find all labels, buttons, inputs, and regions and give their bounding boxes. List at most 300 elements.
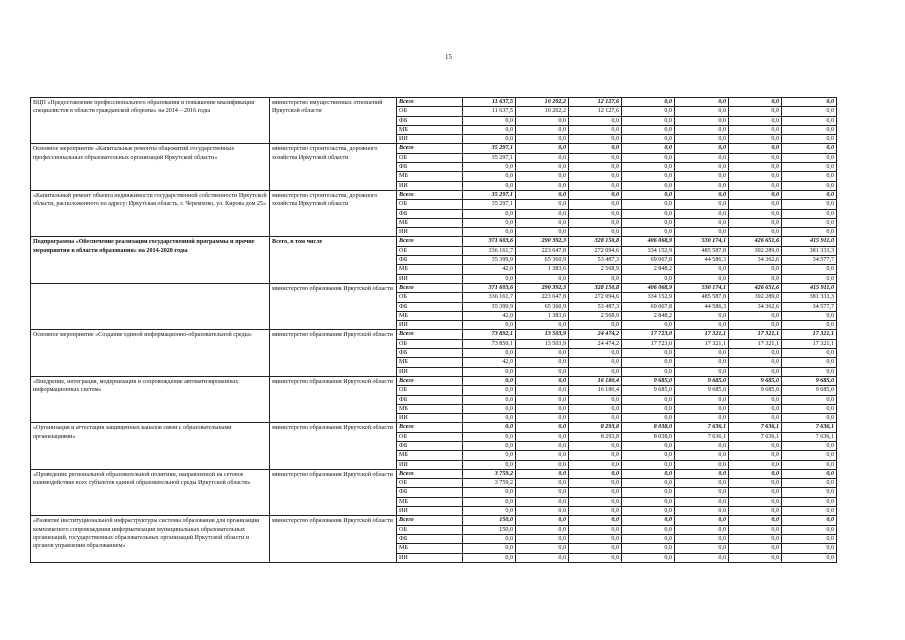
amount-cell: 0,0 bbox=[569, 451, 622, 460]
amount-cell: 0,0 bbox=[622, 200, 675, 209]
amount-cell: 0,0 bbox=[569, 469, 622, 478]
amount-cell: 0,0 bbox=[622, 516, 675, 525]
amount-cell: 0,0 bbox=[463, 274, 516, 283]
amount-cell: 0,0 bbox=[675, 441, 729, 450]
amount-cell: 0,0 bbox=[675, 265, 729, 274]
funding-source: Всего bbox=[397, 98, 463, 107]
funding-source: МБ bbox=[397, 172, 463, 181]
amount-cell: 42,0 bbox=[463, 311, 516, 320]
amount-cell: 381 333,3 bbox=[782, 293, 837, 302]
amount-cell: 0,0 bbox=[569, 441, 622, 450]
amount-cell: 0,0 bbox=[516, 181, 569, 190]
amount-cell: 0,0 bbox=[569, 200, 622, 209]
amount-cell: 17 723,0 bbox=[622, 330, 675, 339]
amount-cell: 34 362,6 bbox=[729, 256, 782, 265]
amount-cell: 9 685,0 bbox=[622, 386, 675, 395]
amount-cell: 9 685,0 bbox=[675, 376, 729, 385]
amount-cell: 0,0 bbox=[463, 163, 516, 172]
amount-cell: 0,0 bbox=[782, 507, 837, 516]
amount-cell: 0,0 bbox=[782, 98, 837, 107]
amount-cell: 0,0 bbox=[516, 218, 569, 227]
amount-cell: 0,0 bbox=[463, 497, 516, 506]
funding-source: МБ bbox=[397, 497, 463, 506]
amount-cell: 0,0 bbox=[729, 395, 782, 404]
amount-cell: 0,0 bbox=[675, 451, 729, 460]
amount-cell: 0,0 bbox=[729, 228, 782, 237]
funding-source: ФБ bbox=[397, 395, 463, 404]
amount-cell: 0,0 bbox=[516, 153, 569, 162]
amount-cell: 0,0 bbox=[675, 163, 729, 172]
amount-cell: 0,0 bbox=[675, 190, 729, 199]
amount-cell: 53 487,3 bbox=[569, 302, 622, 311]
amount-cell: 0,0 bbox=[622, 144, 675, 153]
amount-cell: 0,0 bbox=[516, 534, 569, 543]
amount-cell: 2 848,2 bbox=[622, 311, 675, 320]
amount-cell: 7 636,1 bbox=[729, 423, 782, 432]
amount-cell: 0,0 bbox=[569, 507, 622, 516]
amount-cell: 35 399,9 bbox=[463, 256, 516, 265]
amount-cell: 0,0 bbox=[622, 460, 675, 469]
funding-source: Всего bbox=[397, 283, 463, 292]
amount-cell: 65 360,9 bbox=[516, 256, 569, 265]
amount-cell: 0,0 bbox=[516, 125, 569, 134]
amount-cell: 0,0 bbox=[622, 274, 675, 283]
amount-cell: 0,0 bbox=[782, 358, 837, 367]
amount-cell: 0,0 bbox=[516, 553, 569, 562]
funding-source: ФБ bbox=[397, 209, 463, 218]
amount-cell: 0,0 bbox=[463, 488, 516, 497]
amount-cell: 0,0 bbox=[569, 404, 622, 413]
amount-cell: 8 038,0 bbox=[622, 432, 675, 441]
amount-cell: 7 636,1 bbox=[675, 432, 729, 441]
responsible-executor: министерство образования Иркутской области bbox=[270, 516, 397, 562]
funding-source: ИИ bbox=[397, 460, 463, 469]
amount-cell: 0,0 bbox=[463, 181, 516, 190]
amount-cell: 0,0 bbox=[729, 153, 782, 162]
amount-cell: 0,0 bbox=[569, 516, 622, 525]
amount-cell: 0,0 bbox=[569, 181, 622, 190]
funding-source: ОБ bbox=[397, 479, 463, 488]
amount-cell: 0,0 bbox=[675, 367, 729, 376]
amount-cell: 0,0 bbox=[729, 200, 782, 209]
amount-cell: 42,0 bbox=[463, 265, 516, 274]
amount-cell: 0,0 bbox=[675, 404, 729, 413]
amount-cell: 0,0 bbox=[569, 116, 622, 125]
funding-source: ИИ bbox=[397, 274, 463, 283]
amount-cell: 0,0 bbox=[516, 274, 569, 283]
amount-cell: 0,0 bbox=[675, 497, 729, 506]
amount-cell: 0,0 bbox=[675, 479, 729, 488]
funding-source: МБ bbox=[397, 218, 463, 227]
amount-cell: 0,0 bbox=[569, 395, 622, 404]
amount-cell: 0,0 bbox=[729, 497, 782, 506]
amount-cell: 0,0 bbox=[463, 349, 516, 358]
amount-cell: 0,0 bbox=[622, 507, 675, 516]
amount-cell: 9 685,0 bbox=[675, 386, 729, 395]
amount-cell: 0,0 bbox=[569, 190, 622, 199]
amount-cell: 0,0 bbox=[622, 163, 675, 172]
amount-cell: 371 603,6 bbox=[463, 283, 516, 292]
table-row bbox=[31, 469, 837, 478]
activity-description: «Организация и аттестация защищенных каналов связи с образовательными организациями» bbox=[31, 423, 270, 469]
amount-cell: 0,0 bbox=[569, 172, 622, 181]
amount-cell: 0,0 bbox=[463, 507, 516, 516]
funding-source: Всего bbox=[397, 237, 463, 246]
amount-cell: 17 321,1 bbox=[782, 330, 837, 339]
amount-cell: 0,0 bbox=[622, 135, 675, 144]
amount-cell: 290 392,3 bbox=[516, 283, 569, 292]
amount-cell: 0,0 bbox=[569, 414, 622, 423]
amount-cell: 0,0 bbox=[675, 144, 729, 153]
amount-cell: 0,0 bbox=[675, 181, 729, 190]
amount-cell: 65 360,9 bbox=[516, 302, 569, 311]
amount-cell: 69 067,8 bbox=[622, 256, 675, 265]
amount-cell: 0,0 bbox=[729, 311, 782, 320]
amount-cell: 16 180,4 bbox=[569, 386, 622, 395]
amount-cell: 0,0 bbox=[782, 451, 837, 460]
amount-cell: 0,0 bbox=[569, 321, 622, 330]
amount-cell: 381 333,3 bbox=[782, 246, 837, 255]
amount-cell: 0,0 bbox=[516, 497, 569, 506]
amount-cell: 42,0 bbox=[463, 358, 516, 367]
amount-cell: 0,0 bbox=[516, 488, 569, 497]
funding-source: ФБ bbox=[397, 163, 463, 172]
amount-cell: 0,0 bbox=[569, 479, 622, 488]
amount-cell: 150,0 bbox=[463, 516, 516, 525]
funding-source: Всего bbox=[397, 190, 463, 199]
amount-cell: 0,0 bbox=[622, 228, 675, 237]
amount-cell: 0,0 bbox=[516, 460, 569, 469]
amount-cell: 0,0 bbox=[729, 107, 782, 116]
amount-cell: 272 094,6 bbox=[569, 293, 622, 302]
amount-cell: 426 651,6 bbox=[729, 283, 782, 292]
amount-cell: 0,0 bbox=[622, 98, 675, 107]
funding-source: Всего bbox=[397, 423, 463, 432]
amount-cell: 0,0 bbox=[463, 404, 516, 413]
amount-cell: 0,0 bbox=[782, 488, 837, 497]
amount-cell: 0,0 bbox=[463, 218, 516, 227]
amount-cell: 0,0 bbox=[782, 144, 837, 153]
amount-cell: 0,0 bbox=[463, 209, 516, 218]
activity-description: Основное мероприятие «Создание единой информационно-образовательной среды» bbox=[31, 330, 270, 376]
amount-cell: 0,0 bbox=[782, 414, 837, 423]
amount-cell: 0,0 bbox=[463, 172, 516, 181]
amount-cell: 328 150,8 bbox=[569, 237, 622, 246]
amount-cell: 0,0 bbox=[729, 479, 782, 488]
funding-source: ФБ bbox=[397, 534, 463, 543]
amount-cell: 0,0 bbox=[675, 228, 729, 237]
activity-description: «Развитие институциональной инфраструктуры системы образования для организации комплексного сопровождения информатизации муниципальных образовательных организаций, государственных образовательных организаций Иркутской области и органов управления образованием» bbox=[31, 516, 270, 562]
amount-cell: 7 636,1 bbox=[782, 432, 837, 441]
funding-source: МБ bbox=[397, 311, 463, 320]
amount-cell: 0,0 bbox=[675, 516, 729, 525]
amount-cell: 0,0 bbox=[729, 349, 782, 358]
amount-cell: 0,0 bbox=[675, 125, 729, 134]
amount-cell: 0,0 bbox=[569, 135, 622, 144]
amount-cell: 0,0 bbox=[729, 367, 782, 376]
amount-cell: 0,0 bbox=[622, 451, 675, 460]
responsible-executor: министерство строительства, дорожного хозяйства Иркутской области bbox=[270, 190, 397, 236]
activity-description: «Капитальный ремонт объекта недвижимости государственной собственности Иркутской области, расположенного по адресу: Иркутская область, г. Черемхово, ул. Кирова дом 25» bbox=[31, 190, 270, 236]
amount-cell: 0,0 bbox=[729, 265, 782, 274]
amount-cell: 44 586,3 bbox=[675, 256, 729, 265]
amount-cell: 0,0 bbox=[782, 404, 837, 413]
amount-cell: 7 636,1 bbox=[729, 432, 782, 441]
amount-cell: 415 911,0 bbox=[782, 237, 837, 246]
amount-cell: 0,0 bbox=[675, 274, 729, 283]
amount-cell: 0,0 bbox=[463, 534, 516, 543]
amount-cell: 13 503,9 bbox=[516, 330, 569, 339]
amount-cell: 0,0 bbox=[516, 190, 569, 199]
amount-cell: 150,0 bbox=[463, 525, 516, 534]
amount-cell: 1 383,6 bbox=[516, 311, 569, 320]
amount-cell: 0,0 bbox=[782, 228, 837, 237]
amount-cell: 0,0 bbox=[569, 553, 622, 562]
amount-cell: 0,0 bbox=[463, 386, 516, 395]
amount-cell: 0,0 bbox=[782, 349, 837, 358]
responsible-executor: министерство образования Иркутской области bbox=[270, 283, 397, 329]
amount-cell: 0,0 bbox=[569, 497, 622, 506]
amount-cell: 0,0 bbox=[729, 98, 782, 107]
amount-cell: 392 289,0 bbox=[729, 293, 782, 302]
amount-cell: 0,0 bbox=[516, 172, 569, 181]
amount-cell: 0,0 bbox=[463, 367, 516, 376]
funding-source: ОБ bbox=[397, 153, 463, 162]
amount-cell: 0,0 bbox=[516, 395, 569, 404]
amount-cell: 0,0 bbox=[675, 98, 729, 107]
amount-cell: 0,0 bbox=[675, 107, 729, 116]
amount-cell: 17 321,1 bbox=[782, 339, 837, 348]
amount-cell: 0,0 bbox=[622, 107, 675, 116]
activity-description: «Проведение региональной образовательной политики, направленной на сетевое взаимодействие всех субъектов единой образовательной среды Иркутской области» bbox=[31, 469, 270, 515]
amount-cell: 0,0 bbox=[782, 163, 837, 172]
amount-cell: 2 568,9 bbox=[569, 265, 622, 274]
budget-table-body bbox=[31, 98, 837, 563]
amount-cell: 8 293,8 bbox=[569, 432, 622, 441]
amount-cell: 0,0 bbox=[516, 404, 569, 413]
amount-cell: 0,0 bbox=[516, 358, 569, 367]
amount-cell: 34 577,7 bbox=[782, 256, 837, 265]
amount-cell: 0,0 bbox=[782, 181, 837, 190]
amount-cell: 2 568,9 bbox=[569, 311, 622, 320]
funding-source: МБ bbox=[397, 265, 463, 274]
amount-cell: 336 161,7 bbox=[463, 293, 516, 302]
amount-cell: 0,0 bbox=[729, 172, 782, 181]
amount-cell: 0,0 bbox=[729, 534, 782, 543]
amount-cell: 16 180,4 bbox=[569, 376, 622, 385]
amount-cell: 0,0 bbox=[675, 200, 729, 209]
amount-cell: 0,0 bbox=[729, 525, 782, 534]
amount-cell: 9 685,0 bbox=[782, 386, 837, 395]
amount-cell: 0,0 bbox=[569, 218, 622, 227]
amount-cell: 0,0 bbox=[622, 395, 675, 404]
amount-cell: 0,0 bbox=[569, 534, 622, 543]
amount-cell: 0,0 bbox=[516, 135, 569, 144]
amount-cell: 0,0 bbox=[622, 534, 675, 543]
amount-cell: 0,0 bbox=[516, 144, 569, 153]
amount-cell: 0,0 bbox=[782, 274, 837, 283]
amount-cell: 24 474,2 bbox=[569, 339, 622, 348]
amount-cell: 0,0 bbox=[622, 218, 675, 227]
amount-cell: 0,0 bbox=[782, 395, 837, 404]
amount-cell: 17 321,1 bbox=[729, 339, 782, 348]
amount-cell: 392 289,0 bbox=[729, 246, 782, 255]
amount-cell: 0,0 bbox=[729, 209, 782, 218]
amount-cell: 73 892,1 bbox=[463, 330, 516, 339]
amount-cell: 0,0 bbox=[729, 404, 782, 413]
amount-cell: 0,0 bbox=[622, 349, 675, 358]
amount-cell: 0,0 bbox=[622, 181, 675, 190]
amount-cell: 35 297,1 bbox=[463, 153, 516, 162]
amount-cell: 0,0 bbox=[675, 525, 729, 534]
amount-cell: 0,0 bbox=[729, 460, 782, 469]
amount-cell: 336 161,7 bbox=[463, 246, 516, 255]
amount-cell: 24 474,2 bbox=[569, 330, 622, 339]
amount-cell: 0,0 bbox=[729, 358, 782, 367]
table-row bbox=[31, 144, 837, 153]
amount-cell: 0,0 bbox=[622, 321, 675, 330]
amount-cell: 0,0 bbox=[675, 414, 729, 423]
amount-cell: 0,0 bbox=[622, 553, 675, 562]
amount-cell: 0,0 bbox=[729, 414, 782, 423]
amount-cell: 0,0 bbox=[782, 218, 837, 227]
amount-cell: 0,0 bbox=[729, 488, 782, 497]
amount-cell: 0,0 bbox=[675, 507, 729, 516]
funding-source: ФБ bbox=[397, 488, 463, 497]
amount-cell: 0,0 bbox=[782, 479, 837, 488]
amount-cell: 53 487,3 bbox=[569, 256, 622, 265]
funding-source: ФБ bbox=[397, 116, 463, 125]
funding-source: МБ bbox=[397, 544, 463, 553]
amount-cell: 9 685,0 bbox=[729, 386, 782, 395]
funding-source: Всего bbox=[397, 469, 463, 478]
amount-cell: 9 685,0 bbox=[622, 376, 675, 385]
funding-source: МБ bbox=[397, 404, 463, 413]
amount-cell: 0,0 bbox=[516, 414, 569, 423]
amount-cell: 0,0 bbox=[622, 469, 675, 478]
amount-cell: 223 647,8 bbox=[516, 246, 569, 255]
table-row bbox=[31, 376, 837, 385]
amount-cell: 0,0 bbox=[569, 163, 622, 172]
amount-cell: 12 127,6 bbox=[569, 107, 622, 116]
amount-cell: 13 503,9 bbox=[516, 339, 569, 348]
amount-cell: 0,0 bbox=[675, 349, 729, 358]
amount-cell: 0,0 bbox=[782, 553, 837, 562]
responsible-executor: министерство образования Иркутской области bbox=[270, 423, 397, 469]
amount-cell: 8 293,8 bbox=[569, 423, 622, 432]
amount-cell: 0,0 bbox=[463, 116, 516, 125]
amount-cell: 0,0 bbox=[463, 460, 516, 469]
amount-cell: 17 321,1 bbox=[675, 330, 729, 339]
table-row bbox=[31, 283, 837, 292]
amount-cell: 0,0 bbox=[782, 125, 837, 134]
amount-cell: 0,0 bbox=[782, 460, 837, 469]
amount-cell: 0,0 bbox=[516, 228, 569, 237]
amount-cell: 8 038,0 bbox=[622, 423, 675, 432]
table-row bbox=[31, 98, 837, 107]
amount-cell: 334 152,9 bbox=[622, 246, 675, 255]
activity-description bbox=[31, 283, 270, 329]
funding-source: ИИ bbox=[397, 553, 463, 562]
amount-cell: 0,0 bbox=[729, 321, 782, 330]
amount-cell: 10 202,2 bbox=[516, 98, 569, 107]
amount-cell: 0,0 bbox=[729, 507, 782, 516]
funding-source: ОБ bbox=[397, 525, 463, 534]
amount-cell: 2 848,2 bbox=[622, 265, 675, 274]
amount-cell: 0,0 bbox=[622, 190, 675, 199]
amount-cell: 0,0 bbox=[729, 218, 782, 227]
table-row bbox=[31, 516, 837, 525]
amount-cell: 0,0 bbox=[516, 321, 569, 330]
amount-cell: 0,0 bbox=[622, 153, 675, 162]
amount-cell: 0,0 bbox=[569, 274, 622, 283]
amount-cell: 0,0 bbox=[782, 265, 837, 274]
amount-cell: 0,0 bbox=[729, 469, 782, 478]
amount-cell: 17 321,1 bbox=[675, 339, 729, 348]
amount-cell: 0,0 bbox=[622, 497, 675, 506]
amount-cell: 0,0 bbox=[516, 423, 569, 432]
amount-cell: 0,0 bbox=[569, 544, 622, 553]
amount-cell: 0,0 bbox=[782, 209, 837, 218]
amount-cell: 0,0 bbox=[622, 209, 675, 218]
amount-cell: 0,0 bbox=[463, 321, 516, 330]
amount-cell: 0,0 bbox=[516, 469, 569, 478]
amount-cell: 0,0 bbox=[622, 479, 675, 488]
amount-cell: 0,0 bbox=[729, 135, 782, 144]
amount-cell: 0,0 bbox=[675, 311, 729, 320]
amount-cell: 290 392,3 bbox=[516, 237, 569, 246]
funding-source: ФБ bbox=[397, 441, 463, 450]
funding-source: ИИ bbox=[397, 135, 463, 144]
amount-cell: 0,0 bbox=[782, 153, 837, 162]
amount-cell: 0,0 bbox=[569, 209, 622, 218]
amount-cell: 0,0 bbox=[516, 516, 569, 525]
amount-cell: 0,0 bbox=[463, 135, 516, 144]
amount-cell: 0,0 bbox=[569, 488, 622, 497]
amount-cell: 0,0 bbox=[516, 441, 569, 450]
amount-cell: 0,0 bbox=[782, 107, 837, 116]
amount-cell: 0,0 bbox=[782, 441, 837, 450]
funding-source: ИИ bbox=[397, 414, 463, 423]
amount-cell: 35 297,1 bbox=[463, 200, 516, 209]
amount-cell: 0,0 bbox=[516, 544, 569, 553]
funding-source: ОБ bbox=[397, 432, 463, 441]
amount-cell: 334 152,9 bbox=[622, 293, 675, 302]
amount-cell: 0,0 bbox=[675, 534, 729, 543]
amount-cell: 12 127,6 bbox=[569, 98, 622, 107]
amount-cell: 0,0 bbox=[622, 441, 675, 450]
amount-cell: 0,0 bbox=[675, 209, 729, 218]
funding-source: ИИ bbox=[397, 228, 463, 237]
amount-cell: 0,0 bbox=[516, 386, 569, 395]
funding-source: ИИ bbox=[397, 321, 463, 330]
amount-cell: 0,0 bbox=[782, 321, 837, 330]
amount-cell: 0,0 bbox=[569, 525, 622, 534]
amount-cell: 0,0 bbox=[675, 358, 729, 367]
amount-cell: 0,0 bbox=[463, 125, 516, 134]
amount-cell: 34 362,6 bbox=[729, 302, 782, 311]
amount-cell: 17 723,0 bbox=[622, 339, 675, 348]
amount-cell: 0,0 bbox=[463, 414, 516, 423]
amount-cell: 0,0 bbox=[782, 172, 837, 181]
table-row bbox=[31, 237, 837, 246]
amount-cell: 0,0 bbox=[675, 153, 729, 162]
amount-cell: 0,0 bbox=[675, 395, 729, 404]
amount-cell: 1 383,6 bbox=[516, 265, 569, 274]
funding-source: ФБ bbox=[397, 349, 463, 358]
amount-cell: 35 297,1 bbox=[463, 190, 516, 199]
amount-cell: 0,0 bbox=[516, 209, 569, 218]
